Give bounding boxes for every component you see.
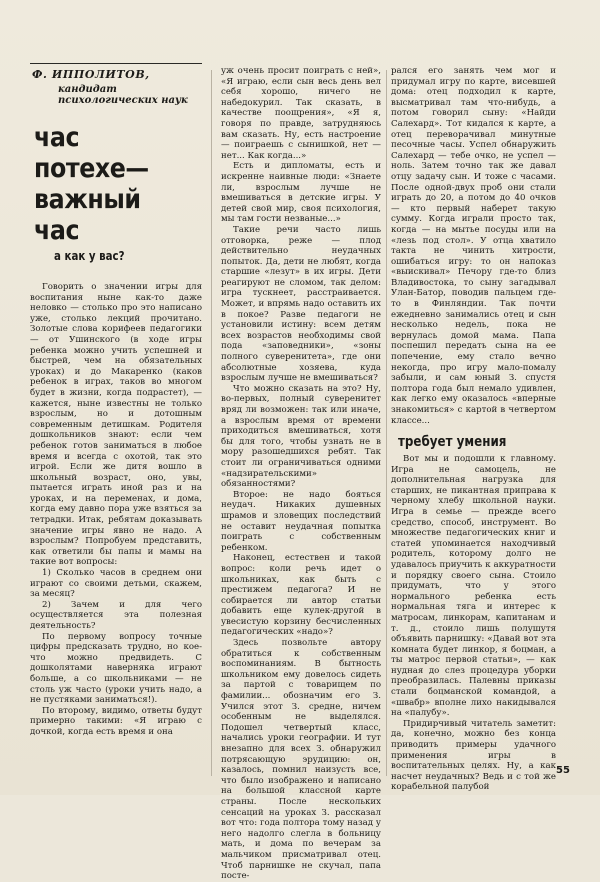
column-divider <box>386 70 387 776</box>
column-2 <box>221 66 381 882</box>
column-1 <box>30 282 202 782</box>
author-block <box>30 63 202 108</box>
headline-line: важный <box>34 184 141 215</box>
subhead: а как у вас? <box>54 248 125 263</box>
paragraph: рался его занять чем мог и придумал игру по карте, висевшей дома: отец подходил к карте, высматривал там что-нибудь, а потом говорил сыну: «Найди Салехард». Тот кидался к карте, а отец переворачивал минутные песочные часы. Успел обнаружить Салехард — тебе очко, не успел — ноль. Затем точно так же давал отцу задачу сын. И тоже с часами. После одной-двух проб они стали играть до 20, а потом до 40 очков — кто первый наберет такую сумму. Когда играли просто так, когда — на мытье посуды или на «лезь под стол». У отца хватило такта не чинить хитрости, ошибаться игру: то он напоказ «выискивал» Печору где-то близ Владивостока, то сыну загадывал Улан-Батор, поводив пальцем где-то в Финляндии. Так почти ежедневно занимались отец и сын несколько недель, пока не вернулась домой мама. Папа поспешил передать сына на ее попечение, ему стало вечно некогда, про игру мало-помалу забыли, и сам юный З. спустя полтора года был немало удивлен, как легко ему оказалось «вперные знакомиться» с картой в четвертом классе... <box>391 66 556 426</box>
headline <box>34 122 175 246</box>
column-divider <box>211 70 212 776</box>
paragraph: уж очень просит поиграть с ней», «Я играю, если сын весь день вел себя хорошо, ничего не набедокурил. Так сказать, в качестве поощрения», «Я я, говоря по правде, затрудняюсь вам сказать. Ну, есть настроение — поиграешь с сынишкой, нет — нет... Как когда...» <box>221 66 381 161</box>
paragraph: По первому вопросу точные цифры предсказать трудно, но кое-что можно предвидеть. С дошколятами наверняка играют больше, а со школьниками — не столь уж часто (уроки учить надо, а не пустяками заниматься!). <box>30 631 202 706</box>
headline-line: потехе— <box>34 153 149 184</box>
paragraph: 2) Зачем и для чего осуществляется эта полезная деятельность? <box>30 599 202 631</box>
paragraph: Придирчивый читатель заметит: да, конечно, можно без конца приводить примеры удачного применения игры в воспитательных целях. Ну, а как насчет неудачных? Ведь и с той же корабельной палубой <box>391 718 556 793</box>
headline-line: час <box>34 215 80 246</box>
paragraph: По второму, видимо, ответы будут примерно такими: «Я играю с дочкой, когда есть время и она <box>30 705 202 737</box>
paragraph: Говорить о значении игры для воспитания ныне как-то даже неловко — столько про это написано уже, столько лекций прочитано. Золотые слова корифеев педагогики — от Ушинского (в ходе игры ребенка можно учить успешней и быстрей, чем на обязательных уроках) и до Макаренко (каков ребенок в играх, таков во многом будет в жизни, когда подрастет), — кажется, ныне известны не только взрослым, но и дотошным современным детишкам. Родителя дошкольников знают: если чем ребенок готов заниматься в любое время и всегда с охотой, так это игрой. Если же дитя вошло в школьный возраст, оно, увы, пытается играть иной раз и на уроках, и на переменах, и дома, когда ему давно пора уже взяться за тетрадки. Итак, ребятам доказывать значение игры явно не надо. А взрослым? Попробуем представить, как ответили бы папы и мамы на такие вот вопросы: <box>30 282 202 568</box>
paragraph: Здесь позвольте автору обратиться к собственным воспоминаниям. В бытность школьником ему довелось сидеть за партой с товарищем по фамилии... обозначим его З. Учился этот З. средне, ничем особенным не выделялся. Подошел четвертый класс, начались уроки географии. И тут внезапно для всех З. обнаружил потрясающую эрудицию: он, казалось, помнил наизусть все, что было изображено и написано на большой классной карте страны. После нескольких сенсаций на уроках З. рассказал вот что: года полтора тому назад у него надолго слегла в больницу мать, и дома по вечерам за мальчиком присматривал отец. Чтоб парнишке не скучал, папа посте- <box>221 638 381 882</box>
paragraph: Такие речи часто лишь отговорка, реже — плод действительно неудачных попыток. Да, дети не любят, когда старшие «лезут» в их игры. Дети реагируют не сломом, так делом: игра тускнеет, расстраивается. Может, и впрямь надо оставить их в покое? Разве педагоги не установили истину: всем детям всех возрастов необходимы свой пода «заповедники», «зоны полного суверенитета», где они абсолютные хозяева, куда взрослым лучше не вмешиваться? <box>221 224 381 384</box>
column-3-continued <box>391 454 556 793</box>
paragraph: Вот мы и подошли к главному. Игра не самоцель, не дополнительная нагрузка для старших, не пикантная приправа к черному хлебу школьной науки. Игра в семье — прежде всего средство, способ, инструмент. Во множестве педагогических книг и статей упоминается находчивый родитель, которому долго не удавалось приучить к аккуратности и порядку своего сына. Стоило придумать, что у этого нормального ребенка есть нормальная тяга и интерес к матросам, линкорам, капитанам и т. д., стоило лишь полушутя объявить парнишку: «Давай вот эта комната будет линкор, я боцман, а ты матрос первой статьи», — как нудная до слез процедура уборки преобразилась. Палевны приказы стали боцманской командой, а «швабр» вполне лихо накидывался на «палубу». <box>391 454 556 719</box>
paragraph: Что можно сказать на это? Ну, во-первых, полный суверенитет вряд ли возможен: так или иначе, а взрослым время от времени приходиться вмешиваться, хотя бы для того, чтобы узнать не в мору разошедшихся ребят. Так стоит ли ограничиваться одними «надзирательскими» обязанностями? <box>221 383 381 490</box>
section-title: требует умения <box>398 434 507 450</box>
paragraph: Второе: не надо бояться неудач. Никаких душевных шрамов и зловещих последствий не оставит неудачная попытка поиграть с собственным ребенком. <box>221 489 381 553</box>
author-name: Ф. ИППОЛИТОВ, <box>32 68 150 81</box>
paragraph: 1) Сколько часов в среднем они играют со своими детьми, скажем, за месяц? <box>30 568 202 600</box>
column-3 <box>391 66 556 426</box>
headline-line: час <box>34 122 80 153</box>
page-number: 55 <box>556 765 570 776</box>
paragraph: Наконец, естествен и такой вопрос: коли речь идет о школьниках, как быть с престижем педагога? И не собирается ли автор статьи добавить еще кулек-другой в увесистую корзину бесчисленных педагогических «надо»? <box>221 553 381 638</box>
author-role: кандидат психологических наук <box>58 84 188 106</box>
paragraph: Есть и дипломаты, есть и искренне наивные люди: «Знаете ли, взрослым лучше не вмешиваться в детские игры. У детей свой мир, своя психология, мы там гости незваные...» <box>221 161 381 225</box>
